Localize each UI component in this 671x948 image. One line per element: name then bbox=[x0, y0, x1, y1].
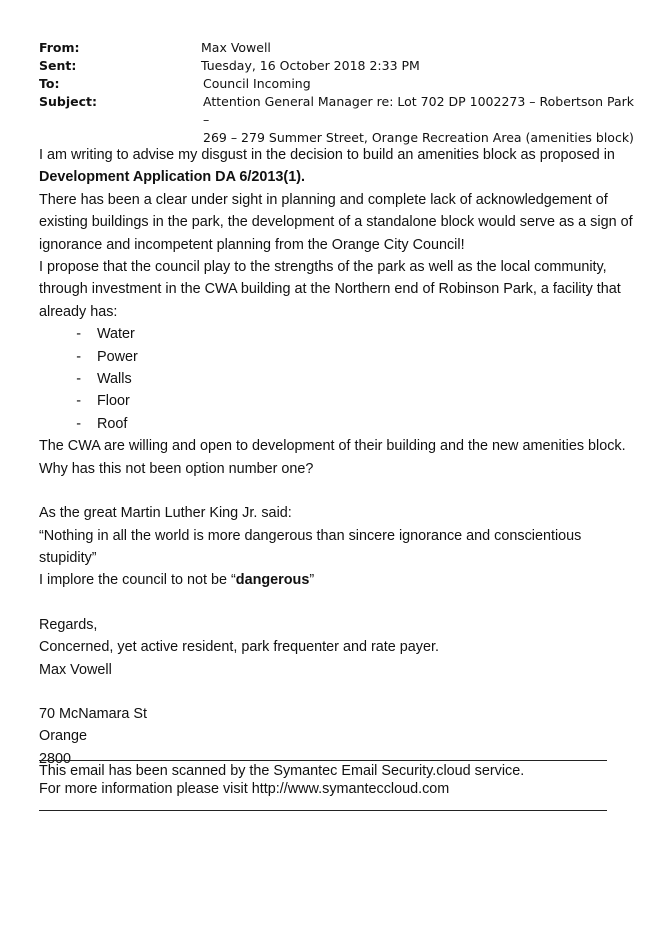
from-row bbox=[39, 39, 639, 57]
signoff: Concerned, yet active resident, park frequenter and rate payer. bbox=[39, 639, 439, 656]
paragraph-cwa: The CWA are willing and open to development of their building and the new amenities block. bbox=[39, 438, 626, 455]
list-item bbox=[39, 390, 639, 412]
paragraph-mlk-intro: As the great Martin Luther King Jr. said: bbox=[39, 505, 292, 522]
paragraph-intro bbox=[39, 144, 639, 189]
list-item-text: Roof bbox=[97, 415, 128, 432]
from-label: From: bbox=[39, 40, 80, 55]
to-label: To: bbox=[39, 76, 60, 91]
subject-value bbox=[201, 93, 639, 147]
list-item-text: Walls bbox=[97, 371, 132, 388]
list-item-text: Floor bbox=[97, 393, 130, 410]
bullet-dash: - bbox=[76, 393, 81, 410]
list-item-text: Power bbox=[97, 348, 138, 365]
footer-line-2: For more information please visit http://www.symanteccloud.com bbox=[39, 781, 450, 797]
footer-line-1: This email has been scanned by the Symantec Email Security.cloud service. bbox=[39, 763, 525, 779]
list-item bbox=[39, 346, 639, 368]
paragraph-implore bbox=[39, 569, 639, 591]
paragraph-question: Why has this not been option number one? bbox=[39, 460, 314, 477]
subject-label: Subject: bbox=[39, 94, 97, 109]
address-city: Orange bbox=[39, 728, 87, 745]
sender-name: Max Vowell bbox=[39, 661, 112, 678]
to-row bbox=[39, 75, 639, 93]
regards: Regards, bbox=[39, 616, 98, 633]
subject-row bbox=[39, 93, 639, 147]
bullet-dash: - bbox=[76, 348, 81, 365]
implore-bold: dangerous bbox=[235, 572, 310, 589]
facility-list bbox=[39, 323, 639, 435]
list-item-text: Water bbox=[97, 326, 135, 343]
footer-bottom-divider bbox=[39, 810, 607, 811]
bullet-dash: - bbox=[76, 326, 81, 343]
email-header bbox=[39, 39, 639, 147]
list-item bbox=[39, 368, 639, 390]
bullet-dash: - bbox=[76, 371, 81, 388]
bullet-dash: - bbox=[76, 415, 81, 432]
intro-text: I am writing to advise my disgust in the decision to build an amenities block as proposed in bbox=[39, 147, 615, 163]
scan-footer bbox=[39, 762, 629, 798]
subject-line-2: 269 – 279 Summer Street, Orange Recreation Area (amenities block) bbox=[203, 130, 634, 145]
email-body bbox=[39, 144, 639, 770]
paragraph-criticism: There has been a clear under sight in planning and complete lack of acknowledgement of existing buildings in the park, the development of a standalone block would serve as a sign of ignorance and incompetent planning from the Orange City Council! bbox=[39, 191, 633, 253]
to-value: Council Incoming bbox=[203, 76, 311, 91]
implore-post: ” bbox=[309, 572, 315, 589]
footer-top-divider bbox=[39, 760, 607, 761]
spacer bbox=[39, 592, 639, 614]
address-street: 70 McNamara St bbox=[39, 705, 147, 722]
sent-value: Tuesday, 16 October 2018 2:33 PM bbox=[201, 58, 420, 73]
sent-label: Sent: bbox=[39, 58, 77, 73]
spacer bbox=[39, 681, 639, 703]
spacer bbox=[39, 480, 639, 502]
from-value: Max Vowell bbox=[201, 40, 271, 55]
mlk-quote: “Nothing in all the world is more dangerous than sincere ignorance and conscientious stupidity” bbox=[39, 527, 582, 566]
sent-row bbox=[39, 57, 639, 75]
address-postcode: 2800 bbox=[39, 750, 72, 767]
subject-line-1: Attention General Manager re: Lot 702 DP 1002273 – Robertson Park – bbox=[203, 94, 635, 127]
list-item bbox=[39, 323, 639, 345]
paragraph-proposal: I propose that the council play to the strengths of the park as well as the local community, through investment in the CWA building at the Northern end of Robinson Park, a facility that already has: bbox=[39, 259, 621, 320]
development-application-ref: Development Application DA 6/2013(1). bbox=[39, 169, 306, 186]
implore-pre: I implore the council to not be “ bbox=[39, 572, 236, 589]
list-item bbox=[39, 413, 639, 435]
